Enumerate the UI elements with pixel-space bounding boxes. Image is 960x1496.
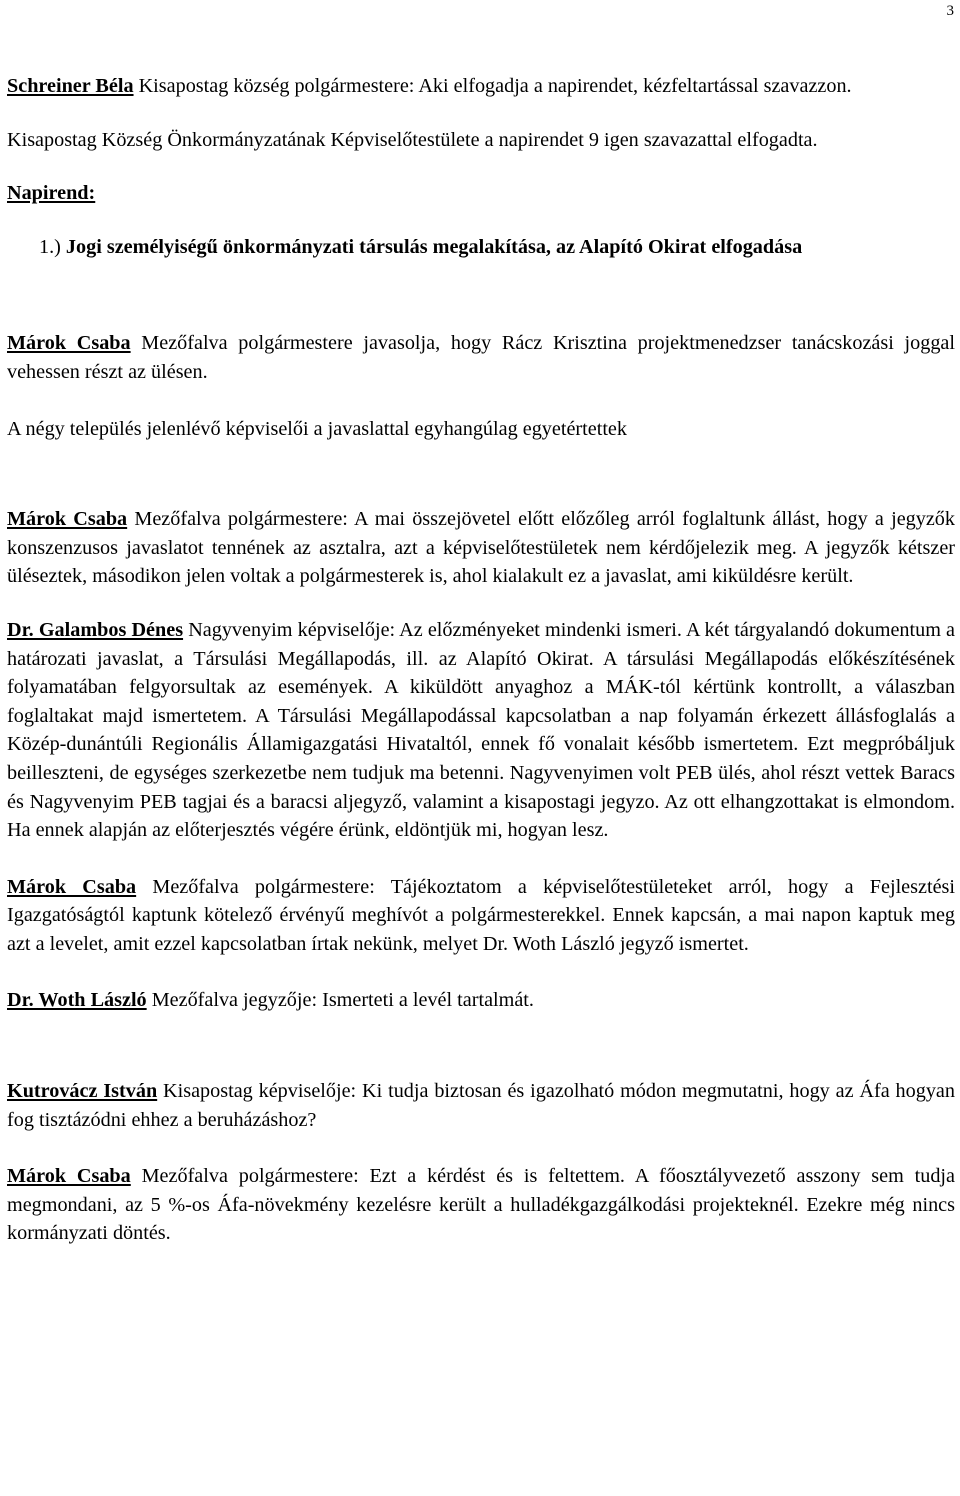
paragraph-letter [7, 986, 955, 1015]
speaker-name: Dr. Galambos Dénes [7, 618, 184, 641]
paragraph-answer [7, 1162, 955, 1248]
page-number: 3 [946, 3, 954, 19]
paragraph-information [7, 873, 955, 959]
paragraph-statement [7, 505, 955, 591]
agenda-item-title: Jogi személyiségű önkormányzati társulás megalakítása, az Alapító Okirat elfogadása [60, 235, 803, 258]
paragraph-text: Kisapostag község polgármestere: Aki elfogadja a napirendet, kézfeltartással szavazzon. [133, 75, 852, 97]
paragraph-text: Mezőfalva jegyzője: Ismerteti a levél tartalmát. [146, 989, 534, 1012]
agenda-heading: Napirend: [7, 182, 96, 205]
speaker-name: Márok Csaba [7, 875, 137, 898]
speaker-name: Schreiner Béla [7, 75, 134, 97]
speaker-name: Márok Csaba [7, 332, 131, 355]
paragraph-text: Mezőfalva polgármestere: Ezt a kérdést és is feltettem. A főosztályvezető asszony sem tudja megmondani, az 5 %-os Áfa-növekmény kezelésre került a hulladékgazgálkodási projekteknél. Ezekre még nincs kormányzati döntés. [7, 1165, 955, 1245]
paragraph-galambos [7, 616, 955, 845]
agenda-item-1 [7, 233, 955, 262]
speaker-name: Márok Csaba [7, 1165, 131, 1188]
paragraph-proposal [7, 329, 955, 386]
paragraph-text: Nagyvenyim képviselője: Az előzményeket mindenki ismeri. A két tárgyalandó dokumentum a határozati javaslat, a Társulási Megállapodás, ill. az Alapító Okirat. A társulási Megállapodás előkészítésének folyamatában felgyorsultak az események. A kiküldött anyaghoz a MÁK-tól kértünk kontrollt, a válaszban foglaltakat majd ismertetem. A Társulási Megállapodással kapcsolatban a nap folyamán érkezett állásfoglalás a Közép-dunántúli Regionális Államigazgatási Hivataltól, ennek fő vonalait később ismertetem. Ezt megpróbáljuk beilleszteni, de egységes szerkezetbe nem tudjuk ma betenni. Nagyvenyimen volt PEB ülés, ahol részt vettek Baracs és Nagyvenyim PEB tagjai és a baracsi aljegyző, valamint a kisapostagi jegyzo. Az ott elhangzottakat is elmondom. Ha ennek alapján az előterjesztés végére érünk, eldöntjük mi, hogyan lesz. [7, 618, 955, 842]
paragraph-text: Kisapostag képviselője: Ki tudja biztosan és igazolható módon megmutatni, hogy az Áfa hogyan fog tisztázódni ehhez a beruházáshoz? [7, 1080, 955, 1131]
speaker-name: Márok Csaba [7, 508, 128, 531]
paragraph-agreement: A négy település jelenlévő képviselői a javaslattal egyhangúlag egyetértettek [7, 417, 627, 440]
paragraph-vote-call [7, 72, 955, 101]
document-body [7, 72, 955, 1248]
agenda-item-number: 1.) [39, 235, 61, 258]
speaker-name: Kutrovácz István [7, 1080, 158, 1103]
paragraph-text: Mezőfalva polgármestere javasolja, hogy Rácz Krisztina projektmenedzser tanácskozási joggal vehessen részt az ülésen. [7, 332, 955, 383]
paragraph-agenda-adopted: Kisapostag Község Önkormányzatának Képviselőtestülete a napirendet 9 igen szavazattal elfogadta. [7, 128, 818, 151]
paragraph-question [7, 1077, 955, 1134]
paragraph-text: Mezőfalva polgármestere: Tájékoztatom a képviselőtestületeket arról, hogy a Fejlesztési Igazgatóságtól kaptunk kötelező érvényű meghívót a polgármesterekkel. Ennek kapcsán, a mai napon kaptuk meg azt a levelet, amit ezzel kapcsolatban írtak nekünk, melyet Dr. Woth László jegyző ismertet. [7, 875, 955, 955]
speaker-name: Dr. Woth László [7, 989, 147, 1012]
paragraph-text: Mezőfalva polgármestere: A mai összejövetel előtt előzőleg arról foglaltunk állást, hogy a jegyzők konszenzusos javaslatot tennének az asztalra, azt a képviselőtestületek nem kérdőjelezik meg. A jegyzők kétszer üléseztek, másodikon jelen voltak a polgármesterek is, ahol kialakult ez a javaslat, ami kiküldésre került. [7, 508, 955, 588]
